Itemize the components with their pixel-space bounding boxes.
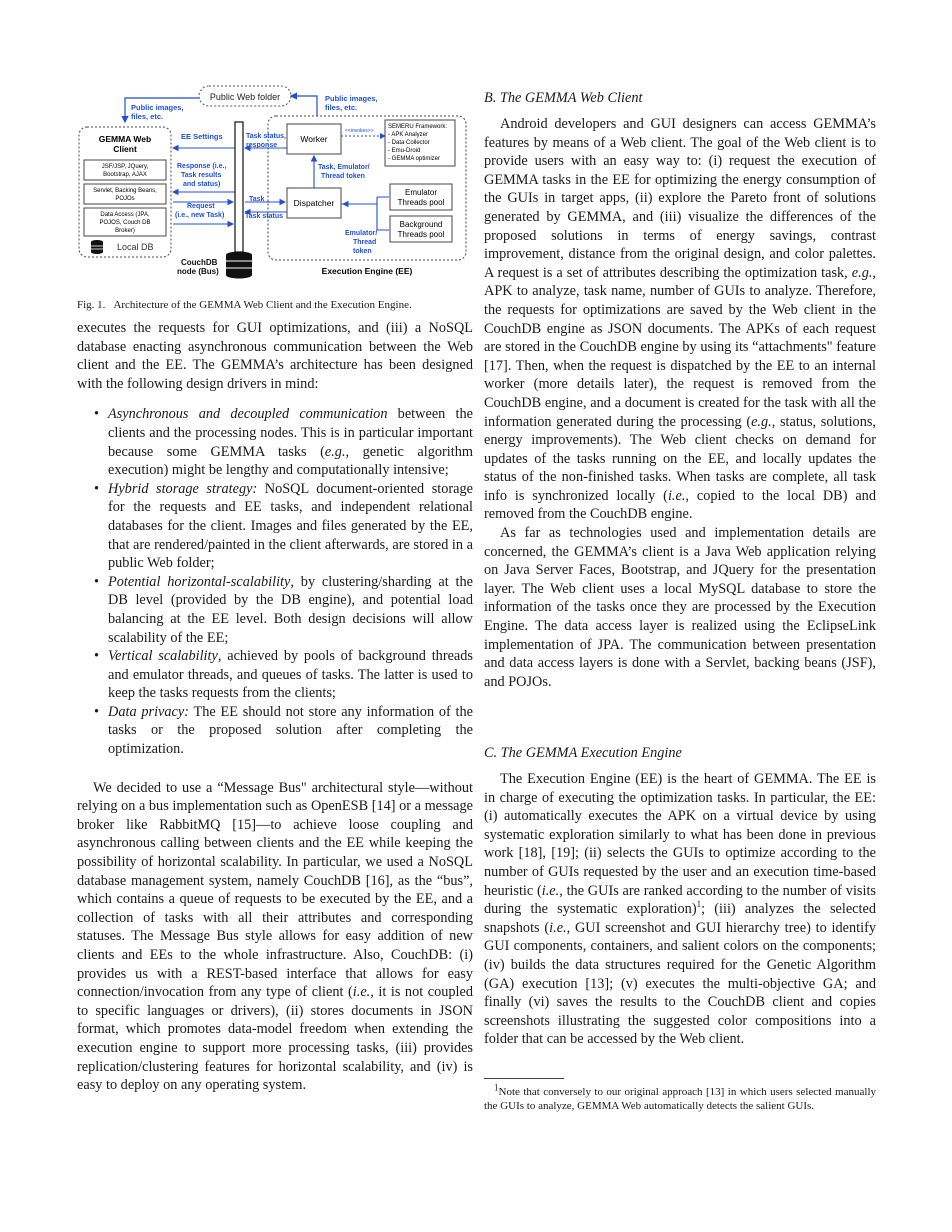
right-images-label-1: Public images,	[325, 94, 378, 103]
para-text: APK to analyze, task name, number of GUIs to analyze. Therefore, the requests for optimizations are saved by the Web client in the CouchDB engine as JSON documents. The APKs of each request are stored in the CouchDB engine by using its “attachments" feature [17]. Then, when the request is dispatched by the EE to an internal worker (more details later), the request is removed from the CouchDB engine, and a document is created for the task with all the information generated during the processing (	[484, 283, 876, 430]
architecture-figure	[77, 80, 473, 290]
couchdb-label-2: node (Bus)	[177, 267, 219, 276]
emulator-thread-token-2: Thread	[353, 239, 377, 246]
left-images-label-1: Public images,	[131, 103, 184, 112]
bus-text: We decided to use a “Message Bus" architectural style—without relying on a bus implementation such as OpenESB [14] or a message broker like RabbitMQ [15]—to achieve loose coupling and asynchronous calling between clients and the EE while keeping the possibility of horizontal scalability. In particular, we used a NoSQL database management system, namely CouchDB [16], as the “bus”, which contains a queue of requests to be executed by the EE, and a collection of tasks with all their attributes and corresponding statuses. The Message Bus style allows for easy addition of new clients and EEs to the whole infrastructure. Also, CouchDB: (i) provides us with a REST-based interface that allows for easy connection/invocation from any type of client (	[77, 779, 473, 1001]
driver-item	[77, 480, 473, 573]
local-db-label: Local DB	[117, 242, 154, 252]
para-em: e.g.,	[851, 264, 876, 281]
ee-settings-label: EE Settings	[181, 132, 223, 141]
invokes-label: <<invokes>>	[345, 128, 374, 134]
right-images-label-2: files, etc.	[325, 103, 358, 112]
couchdb-label-1: CouchDB	[181, 258, 218, 267]
task-emulator-token-1: Task, Emulator/	[318, 164, 370, 171]
task-label: Task	[249, 196, 265, 203]
para-em: i.e.,	[549, 919, 571, 936]
layer-2-line-2: POJOs	[115, 196, 135, 202]
technologies-paragraph: As far as technologies used and implementation details are concerned, the GEMMA’s client is a Java Web application relying on Java Server Faces, Bootstrap, and JQuery for the presentation layer. The Web client uses a local MySQL database to store the information of the tasks once they are processed by the Execution Engine. The data access layer is realized using the EclipseLink implementation of JPA. The communication between presentation and data access layers is done with a Servlet, backing beans (JSF), and POJOs.	[484, 525, 876, 690]
layer-1-line-2: Bootstrap, AJAX	[103, 172, 147, 178]
layer-3-line-1: Data Access (JPA,	[100, 212, 150, 218]
emulator-pool-1: Emulator	[404, 188, 438, 197]
driver-item	[77, 405, 473, 479]
figure-caption	[77, 298, 473, 312]
section-c-body	[484, 770, 876, 1049]
section-b-body	[484, 115, 876, 691]
footnote-ref: 1	[696, 899, 702, 910]
driver-title: Hybrid storage strategy:	[108, 480, 258, 497]
background-pool-2: Threads pool	[397, 230, 445, 239]
driver-text: , by clustering/sharding at the DB level (provided by the DB engine), and potential load balancing at the EE level. Both design decisions will allow scalability of the EE;	[108, 573, 473, 646]
para-text: copied to the local DB) and removed from the CouchDB engine.	[484, 487, 876, 523]
semeru-line-3: - Data Collector	[388, 140, 430, 146]
semeru-line-2: - APK Analyzer	[388, 132, 429, 138]
layer-3-line-2: POJOS, Couch DB	[99, 220, 151, 226]
layer-1-line-1: JSF/JSP, JQuery,	[101, 164, 149, 170]
para-text: Android developers and GUI designers can access GEMMA’s features by means of a Web client. The goal of the Web client is to provide users with an easy way to: (i) request the execution of GEMMA tasks in the EE for optimizing the energy consumption of the GUIs in target apps, (ii) explore the Pareto front of solutions generated by GEMMA, and (iii) visualize the differences of the proposed solutions in terms of energy savings, contrast improvement, distance from the original design, and color palettes. A request is a set of attributes describing the optimization task,	[484, 116, 876, 281]
bus-text: it is not coupled to specific languages or drivers), (ii) stores documents in JSON format, which promotes data-model freedom when extending the execution engine to support more processing tasks, (iii) provides replication/clustering features for horizontal scalability, and (iv) is easy to deploy on any operating system.	[77, 984, 474, 1094]
client-title-1: GEMMA Web	[98, 134, 152, 144]
driver-text: The EE should not store any information of the tasks or the proposed solution after completing the optimization.	[108, 703, 473, 758]
couchdb-icon	[226, 252, 252, 279]
driver-em: e.g.,	[324, 443, 350, 460]
response-label-3: and status)	[183, 181, 221, 188]
task-emulator-token-2: Thread token	[321, 173, 365, 180]
intro-paragraph: executes the requests for GUI optimizations, and (iii) a NoSQL database enacting asynchronous communication between the Web client and the EE. The GEMMA’s architecture has been designed with the following design drivers in mind:	[77, 320, 473, 392]
driver-text: NoSQL document-oriented storage for the requests and EE tasks, and independent relational databases for the client. Images and files generated by the EE, that are rendered/painted in the client afterwards, are stored in a public Web folder;	[108, 480, 473, 572]
bullet-icon: •	[94, 703, 100, 720]
driver-title: Asynchronous and decoupled communication	[108, 406, 388, 423]
message-bus-paragraph	[77, 779, 473, 1095]
worker-label: Worker	[300, 134, 328, 144]
layer-3-line-3: Broker)	[115, 228, 135, 234]
execution-engine-paragraph	[484, 770, 876, 1049]
caption-label: Fig. 1.	[77, 299, 106, 311]
driver-title: Vertical scalability	[108, 648, 218, 665]
footnote-number: 1	[494, 1082, 499, 1093]
background-pool-1: Background	[399, 220, 443, 229]
para-em: i.e.,	[667, 487, 689, 504]
couchdb-bus	[235, 122, 243, 252]
emulator-pool-2: Threads pool	[397, 198, 445, 207]
dispatcher-label: Dispatcher	[293, 198, 335, 208]
para-text: The Execution Engine (EE) is the heart of GEMMA. The EE is in charge of executing the optimization tasks. In particular, the EE: (i) automatically executes the APK on a virtual device by using systematic exploration similarly to what has been done in previous work [18], [19]; (ii) selects the GUIs to optimize according to the number of GUIs requested by the user and an execution time-based heuristic (	[484, 771, 876, 899]
footnote-divider	[484, 1078, 564, 1079]
footnote	[484, 1082, 876, 1113]
emulator-thread-token-1: Emulator/	[345, 230, 378, 237]
task-status-label: Task status	[245, 213, 283, 220]
response-label-2: Task results	[181, 172, 222, 179]
bullet-icon: •	[94, 406, 100, 423]
bullet-icon: •	[94, 573, 100, 590]
response-label-1: Response (i.e.,	[177, 163, 227, 170]
request-label-1: Request	[187, 203, 215, 210]
para-text: GUI screenshot and GUI hierarchy tree) to identify GUI components, containers, and salient colors on the components; (iv) builds the data structures required for the Genetic Algorithm (GA) execution [13]; (v) executes the multi-objective GA; and finally (vi) saves the results to the CouchDB client and copies screenshots illustrating the suggested color compositions into a folder that can be accessed by the Web client.	[484, 919, 876, 1048]
footnote-text: Note that conversely to our original approach [13] in which users selected manually the GUIs to analyze, GEMMA Web automatically detects the salient GUIs.	[484, 1086, 876, 1112]
web-client-paragraph	[484, 115, 876, 524]
bullet-icon: •	[94, 648, 100, 665]
driver-title: Data privacy:	[108, 703, 189, 720]
left-column	[77, 319, 473, 1095]
ee-title: Execution Engine (EE)	[321, 266, 413, 276]
section-b-heading: B. The GEMMA Web Client	[484, 90, 643, 106]
semeru-line-4: - Emu-Droid	[388, 148, 421, 154]
request-label-2: (i.e., new Task)	[175, 212, 225, 219]
driver-item	[77, 573, 473, 647]
semeru-line-1: SEMERU Framework:	[388, 124, 448, 130]
caption-text: Architecture of the GEMMA Web Client and the Execution Engine.	[113, 299, 412, 311]
driver-text: between the clients and the processing nodes. This is in particular important because some GEMMA tasks (	[108, 406, 473, 460]
client-title-2: Client	[113, 144, 137, 154]
driver-item	[77, 703, 473, 759]
semeru-line-5: - GEMMA optimizer	[388, 156, 441, 162]
left-images-label-2: files, etc.	[131, 112, 164, 121]
emulator-thread-token-3: token	[353, 248, 372, 255]
para-em: i.e.,	[541, 882, 563, 899]
task-status-response-2: response	[246, 142, 278, 149]
section-c-heading: C. The GEMMA Execution Engine	[484, 745, 682, 761]
layer-2-line-1: Servlet, Backing Beans,	[93, 188, 157, 194]
architecture-diagram	[77, 80, 473, 290]
driver-text: , achieved by pools of background threads and emulator threads, and queues of tasks. The latter is used to keep the tasks requests from the clients;	[108, 648, 473, 702]
task-status-response-1: Task status,	[246, 133, 286, 140]
para-text: ; (iii) analyzes the selected snapshots (	[484, 901, 876, 936]
driver-title: Potential horizontal-scalability	[108, 573, 291, 590]
driver-item	[77, 647, 473, 703]
public-folder-label: Public Web folder	[209, 92, 281, 102]
para-text: the GUIs are ranked according to the number of visits during the systematic exploration)	[484, 882, 876, 918]
design-drivers-list	[77, 405, 473, 758]
bullet-icon: •	[94, 480, 100, 497]
para-text: status, solutions, energy improvements). The Web client checks on demand for updates of the tasks running on the EE, and locally updates the status of the non-finished tasks. When tasks are complete, all task info is synchronized locally (	[484, 413, 876, 504]
bus-em: i.e.,	[352, 984, 374, 1001]
local-db-icon	[91, 240, 103, 254]
driver-text: genetic algorithm execution) might be lengthy and computationally intensive;	[108, 443, 473, 479]
para-em: e.g.,	[751, 413, 776, 430]
